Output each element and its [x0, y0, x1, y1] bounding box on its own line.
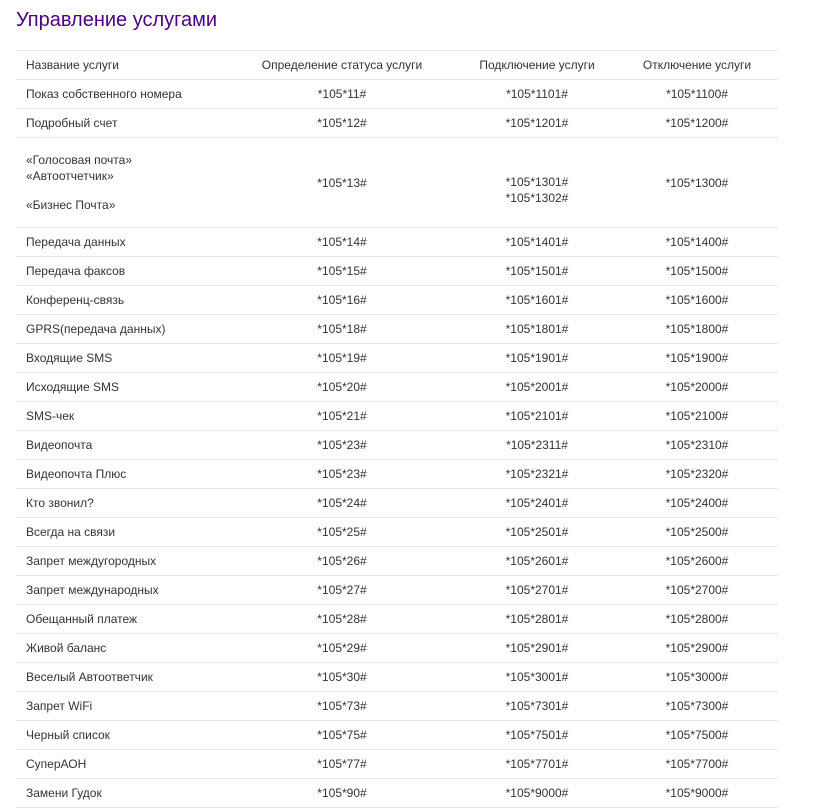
- service-name: Входящие SMS: [16, 344, 226, 373]
- enable-code: *105*1401#: [458, 228, 616, 257]
- status-code: *105*21#: [226, 402, 458, 431]
- enable-code: *105*1601#: [458, 286, 616, 315]
- status-code: *105*23#: [226, 460, 458, 489]
- disable-code: *105*3000#: [616, 663, 778, 692]
- disable-code: *105*1200#: [616, 109, 778, 138]
- table-row: [16, 138, 778, 228]
- service-name: Видеопочта Плюс: [16, 460, 226, 489]
- page-title: Управление услугами: [16, 9, 218, 31]
- table-row: [16, 634, 778, 663]
- enable-code: *105*1901#: [458, 344, 616, 373]
- enable-code: *105*9000#: [458, 779, 616, 808]
- status-code: *105*15#: [226, 257, 458, 286]
- status-code: *105*12#: [226, 109, 458, 138]
- service-name: Конференц-связь: [16, 286, 226, 315]
- service-name: Живой баланс: [16, 634, 226, 663]
- enable-code: *105*2321#: [458, 460, 616, 489]
- status-code: *105*11#: [226, 80, 458, 109]
- status-code: *105*29#: [226, 634, 458, 663]
- status-code: *105*27#: [226, 576, 458, 605]
- table-row: [16, 431, 778, 460]
- enable-code: *105*2101#: [458, 402, 616, 431]
- status-code: *105*28#: [226, 605, 458, 634]
- status-code: *105*73#: [226, 692, 458, 721]
- status-code: *105*18#: [226, 315, 458, 344]
- status-code: *105*14#: [226, 228, 458, 257]
- disable-code: *105*2310#: [616, 431, 778, 460]
- enable-code: [458, 138, 616, 228]
- disable-code: *105*2320#: [616, 460, 778, 489]
- service-name: Веселый Автоответчик: [16, 663, 226, 692]
- table-row: [16, 80, 778, 109]
- service-name: [16, 138, 226, 228]
- service-name: Всегда на связи: [16, 518, 226, 547]
- disable-code: *105*1900#: [616, 344, 778, 373]
- service-name: СуперАОН: [16, 750, 226, 779]
- enable-code: *105*2801#: [458, 605, 616, 634]
- table-row: [16, 518, 778, 547]
- service-name: Запрет международных: [16, 576, 226, 605]
- service-name: Показ собственного номера: [16, 80, 226, 109]
- service-name: Исходящие SMS: [16, 373, 226, 402]
- table-row: [16, 489, 778, 518]
- enable-code: *105*1801#: [458, 315, 616, 344]
- enable-code: *105*2901#: [458, 634, 616, 663]
- service-name: Передача данных: [16, 228, 226, 257]
- enable-code: *105*7301#: [458, 692, 616, 721]
- service-name: GPRS(передача данных): [16, 315, 226, 344]
- enable-code: *105*2701#: [458, 576, 616, 605]
- table-row: [16, 373, 778, 402]
- disable-code: *105*2100#: [616, 402, 778, 431]
- table-row: [16, 257, 778, 286]
- enable-code: *105*1201#: [458, 109, 616, 138]
- header-status-check: Определение статуса услуги: [226, 51, 458, 80]
- service-name-line: «Автоотчетчик»: [26, 169, 114, 183]
- enable-code-line: *105*1302#: [505, 190, 569, 205]
- status-code: *105*23#: [226, 431, 458, 460]
- enable-code: *105*2401#: [458, 489, 616, 518]
- status-code: *105*30#: [226, 663, 458, 692]
- disable-code: *105*1400#: [616, 228, 778, 257]
- enable-code: *105*7701#: [458, 750, 616, 779]
- disable-code: *105*2400#: [616, 489, 778, 518]
- service-name: Черный список: [16, 721, 226, 750]
- status-code: *105*90#: [226, 779, 458, 808]
- table-row: [16, 692, 778, 721]
- table-row: [16, 460, 778, 489]
- table-row: [16, 228, 778, 257]
- disable-code: *105*7500#: [616, 721, 778, 750]
- status-code: *105*25#: [226, 518, 458, 547]
- enable-code: *105*2001#: [458, 373, 616, 402]
- service-name: Запрет WiFi: [16, 692, 226, 721]
- disable-code: *105*2000#: [616, 373, 778, 402]
- table-row: [16, 286, 778, 315]
- header-service-name: Название услуги: [16, 51, 226, 80]
- table-header-row: [16, 51, 778, 80]
- enable-code: *105*7501#: [458, 721, 616, 750]
- table-row: [16, 576, 778, 605]
- status-code: *105*13#: [226, 138, 458, 228]
- disable-code: *105*1300#: [616, 138, 778, 228]
- service-name-line: «Бизнес Почта»: [26, 198, 116, 212]
- header-disable: Отключение услуги: [616, 51, 778, 80]
- disable-code: *105*2700#: [616, 576, 778, 605]
- table-row: [16, 344, 778, 373]
- table-row: [16, 663, 778, 692]
- disable-code: *105*2900#: [616, 634, 778, 663]
- service-name: Видеопочта: [16, 431, 226, 460]
- status-code: *105*77#: [226, 750, 458, 779]
- disable-code: *105*2500#: [616, 518, 778, 547]
- table-row: [16, 750, 778, 779]
- table-row: [16, 315, 778, 344]
- service-name: Запрет междугородных: [16, 547, 226, 576]
- table-row: [16, 721, 778, 750]
- enable-code: *105*1101#: [458, 80, 616, 109]
- disable-code: *105*1600#: [616, 286, 778, 315]
- disable-code: *105*9000#: [616, 779, 778, 808]
- table-row: [16, 779, 778, 808]
- status-code: *105*16#: [226, 286, 458, 315]
- status-code: *105*20#: [226, 373, 458, 402]
- service-name-line: «Голосовая почта»: [26, 153, 133, 167]
- service-name: Передача факсов: [16, 257, 226, 286]
- enable-code: *105*1501#: [458, 257, 616, 286]
- table-row: [16, 547, 778, 576]
- status-code: *105*19#: [226, 344, 458, 373]
- status-code: *105*75#: [226, 721, 458, 750]
- enable-code: *105*3001#: [458, 663, 616, 692]
- service-name: Подробный счет: [16, 109, 226, 138]
- enable-code-stack: [506, 160, 569, 206]
- disable-code: *105*7300#: [616, 692, 778, 721]
- table-row: [16, 605, 778, 634]
- enable-code: *105*2311#: [458, 431, 616, 460]
- services-table: [16, 50, 778, 808]
- service-name: Кто звонил?: [16, 489, 226, 518]
- disable-code: *105*1100#: [616, 80, 778, 109]
- table-row: [16, 109, 778, 138]
- header-enable: Подключение услуги: [458, 51, 616, 80]
- disable-code: *105*7700#: [616, 750, 778, 779]
- status-code: *105*24#: [226, 489, 458, 518]
- service-name: SMS-чек: [16, 402, 226, 431]
- disable-code: *105*2600#: [616, 547, 778, 576]
- enable-code: *105*2501#: [458, 518, 616, 547]
- status-code: *105*26#: [226, 547, 458, 576]
- table-row: [16, 402, 778, 431]
- service-name: Замени Гудок: [16, 779, 226, 808]
- disable-code: *105*2800#: [616, 605, 778, 634]
- disable-code: *105*1800#: [616, 315, 778, 344]
- service-name: Обещанный платеж: [16, 605, 226, 634]
- enable-code: *105*2601#: [458, 547, 616, 576]
- enable-code-line: *105*1301#: [505, 174, 569, 189]
- disable-code: *105*1500#: [616, 257, 778, 286]
